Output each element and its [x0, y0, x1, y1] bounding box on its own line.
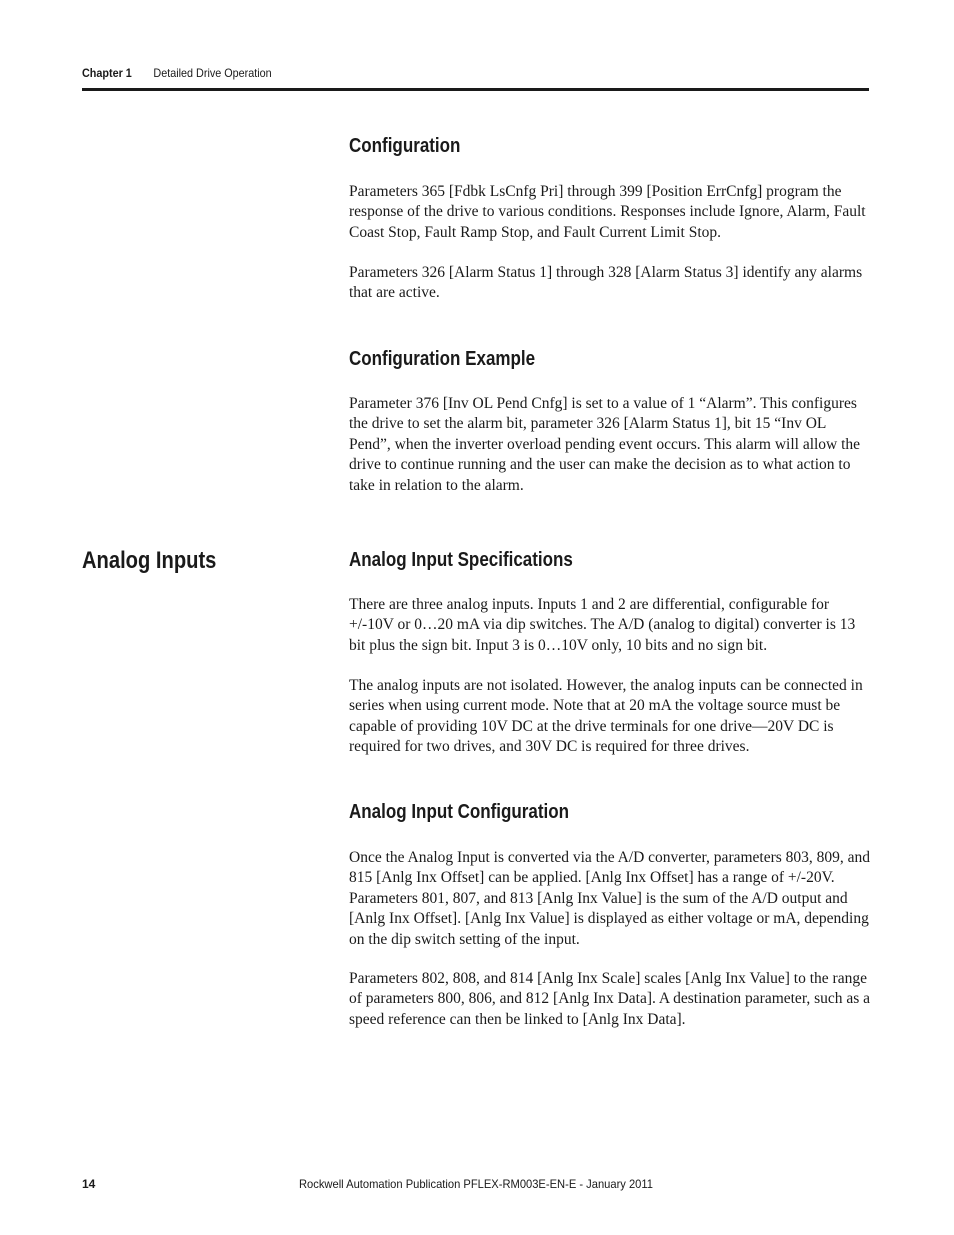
paragraph-specifications-2: The analog inputs are not isolated. However, the analog inputs can be connected in series when using current mode. Note that at 20 mA the voltage source must be capable of providing 10V DC at the drive terminals for one drive—20V DC is required for two drives, and 30V DC is required for three drives. [349, 677, 863, 756]
paragraph-input-configuration-1: Once the Analog Input is converted via the A/D converter, parameters 803, 809, and 815 [Anlg Inx Offset] can be applied. [Anlg Inx Offset] has a range of +/-20V. Parameters 801, 807, and 813 [Anlg Inx Value] is the sum of the A/D output and [Anlg Inx Offset]. [Anlg Inx Value] is displayed as either voltage or mA, depending on the dip switch setting of the input. [349, 849, 871, 948]
header-rule [82, 88, 869, 91]
heading-analog-input-configuration: Analog Input Configuration [349, 801, 570, 823]
chapter-label: Chapter 1 [82, 66, 132, 80]
heading-configuration-example: Configuration Example [349, 348, 536, 370]
page-number: 14 [82, 1177, 96, 1191]
publication-info: Rockwell Automation Publication PFLEX-RM003E-EN-E - January 2011 [299, 1177, 653, 1191]
running-header [82, 66, 272, 80]
section-heading-analog-inputs: Analog Inputs [82, 547, 217, 574]
paragraph-input-configuration-2: Parameters 802, 808, and 814 [Anlg Inx Scale] scales [Anlg Inx Value] to the range of parameters 800, 806, and 812 [Anlg Inx Data]. A destination parameter, such as a speed reference can then be linked to [Anlg Inx Data]. [349, 970, 871, 1028]
paragraph-configuration-2: Parameters 326 [Alarm Status 1] through 328 [Alarm Status 3] identify any alarms that are active. [349, 264, 863, 302]
paragraph-configuration-1: Parameters 365 [Fdbk LsCnfg Pri] through 399 [Position ErrCnfg] program the response of the drive to various conditions. Responses include Ignore, Alarm, Fault Coast Stop, Fault Ramp Stop, and Fault Current Limit Stop. [349, 183, 866, 241]
section-label: Detailed Drive Operation [153, 66, 272, 80]
heading-analog-input-specifications: Analog Input Specifications [349, 549, 573, 571]
heading-configuration: Configuration [349, 135, 461, 157]
paragraph-configuration-example: Parameter 376 [Inv OL Pend Cnfg] is set to a value of 1 “Alarm”. This configures the drive to set the alarm bit, parameter 326 [Alarm Status 1], bit 15 “Inv OL Pend”, when the inverter overload pending event occurs. This alarm will allow the drive to continue running and the user can make the decision as to what action to take in relation to the alarm. [349, 395, 861, 494]
paragraph-specifications-1: There are three analog inputs. Inputs 1 and 2 are differential, configurable for +/-10V or 0…20 mA via dip switches. The A/D (analog to digital) converter is 13 bit plus the sign bit. Input 3 is 0…10V only, 10 bits and no sign bit. [349, 596, 856, 654]
